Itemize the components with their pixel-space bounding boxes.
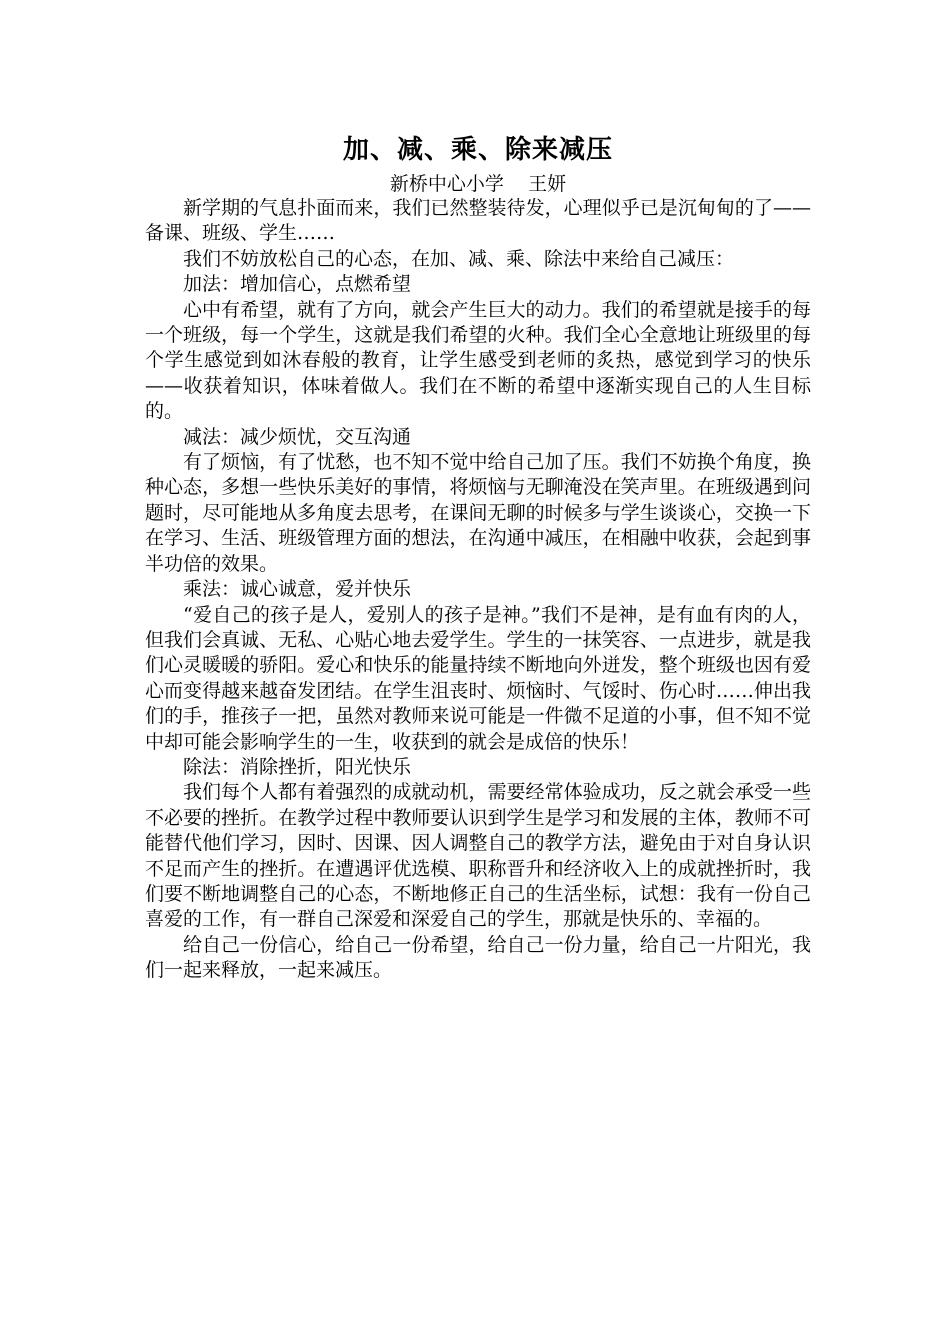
paragraph-conclusion: 给自己一份信心，给自己一份希望，给自己一份力量，给自己一片阳光，我们一起来释放，一起来减压。 <box>145 933 811 982</box>
paragraph-overview: 我们不妨放松自己的心态，在加、减、乘、除法中来给自己减压： <box>183 247 735 270</box>
heading-multiplication: 乘法：诚心诚意，爱并快乐 <box>183 578 412 601</box>
paragraph-subtraction: 有了烦恼，有了忧愁，也不知不觉中给自己加了压。我们不妨换个角度，换种心态，多想一些快乐美好的事情，将烦恼与无聊淹没在笑声里。在班级遇到问题时，尽可能地从多角度去思考，在课间无聊的时候多与学生谈谈心，交换一下在学习、生活、班级管理方面的想法，在沟通中减压，在相融中收获，会起到事半功倍的效果。 <box>145 451 811 575</box>
heading-addition: 加法：增加信心，点燃希望 <box>183 273 412 296</box>
paragraph-addition: 心中有希望，就有了方向，就会产生巨大的动力。我们的希望就是接手的每一个班级，每一个学生，这就是我们希望的火种。我们全心全意地让班级里的每个学生感觉到如沐春般的教育，让学生感受到老师的炙热，感觉到学习的快乐——收获着知识，体味着做人。我们在不断的希望中逐渐实现自己的人生目标的。 <box>145 298 811 423</box>
document-page <box>145 130 811 984</box>
document-title: 加、减、乘、除来减压 <box>342 135 613 165</box>
author-byline: 新桥中心小学 王妍 <box>389 173 567 195</box>
heading-division: 除法：消除挫折，阳光快乐 <box>183 755 412 778</box>
heading-subtraction: 减法：减少烦忧，交互沟通 <box>183 425 412 448</box>
paragraph-division: 我们每个人都有着强烈的成就动机，需要经常体验成功，反之就会承受一些不必要的挫折。在教学过程中教师要认识到学生是学习和发展的主体，教师不可能替代他们学习，因时、因课、因人调整自己的教学方法，避免由于对自身认识不足而产生的挫折。在遭遇评优选模、职称晋升和经济收入上的成就挫折时，我们要不断地调整自己的心态，不断地修正自己的生活坐标，试想：我有一份自己喜爱的工作，有一群自己深爱和深爱自己的学生，那就是快乐的、幸福的。 <box>145 781 811 931</box>
paragraph-intro: 新学期的气息扑面而来，我们已然整装待发，心理似乎已是沉甸甸的了——备课、班级、学生…… <box>145 197 811 245</box>
paragraph-multiplication: “爱自己的孩子是人，爱别人的孩子是神。”我们不是神，是有血有肉的人，但我们会真诚、无私、心贴心地去爱学生。学生的一抹笑容、一点进步，就是我们心灵暖暖的骄阳。爱心和快乐的能量持续不断地向外迸发，整个班级也因有爱心而变得越来越奋发团结。在学生沮丧时、烦恼时、气馁时、伤心时……伸出我们的手，推孩子一把，虽然对教师来说可能是一件微不足道的小事，但不知不觉中却可能会影响学生的一生，收获到的就会是成倍的快乐！ <box>145 603 811 753</box>
